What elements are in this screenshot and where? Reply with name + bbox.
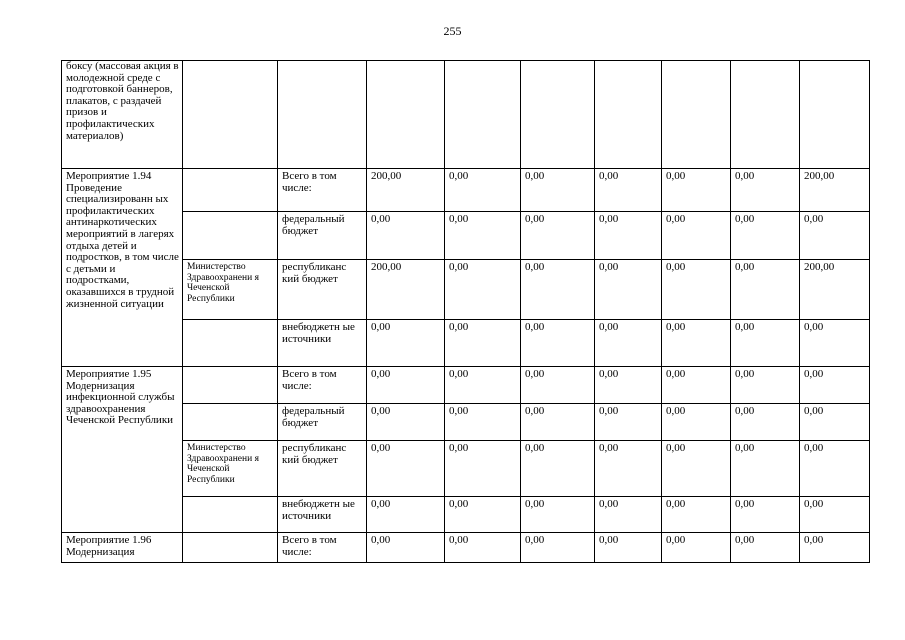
executor-cell — [183, 61, 278, 169]
value-cell: 0,00 — [731, 212, 800, 260]
value-cell: 0,00 — [731, 441, 800, 497]
measure-name-cell: Мероприятие 1.96 Модернизация — [62, 533, 183, 563]
value-cell: 0,00 — [662, 404, 731, 441]
value-cell: 0,00 — [445, 497, 521, 533]
funding-source-cell: республиканс кий бюджет — [278, 260, 367, 320]
value-cell: 0,00 — [521, 212, 595, 260]
table-row — [62, 533, 870, 563]
value-cell: 0,00 — [800, 441, 870, 497]
value-cell — [731, 61, 800, 169]
table-row — [62, 212, 870, 260]
value-cell: 0,00 — [521, 367, 595, 404]
table-row — [62, 441, 870, 497]
value-cell: 0,00 — [445, 260, 521, 320]
value-cell: 0,00 — [595, 441, 662, 497]
budget-table — [61, 60, 870, 563]
value-cell — [445, 61, 521, 169]
value-cell: 0,00 — [367, 441, 445, 497]
value-cell: 200,00 — [800, 169, 870, 212]
table-row — [62, 404, 870, 441]
executor-cell — [183, 367, 278, 404]
value-cell: 0,00 — [521, 169, 595, 212]
value-cell: 0,00 — [367, 212, 445, 260]
executor-cell: Министерство Здравоохранени я Чеченской Республики — [183, 441, 278, 497]
value-cell: 0,00 — [731, 260, 800, 320]
value-cell: 0,00 — [731, 533, 800, 563]
value-cell: 0,00 — [595, 260, 662, 320]
value-cell: 0,00 — [800, 533, 870, 563]
table-row — [62, 320, 870, 367]
value-cell: 0,00 — [595, 497, 662, 533]
value-cell: 0,00 — [367, 404, 445, 441]
value-cell: 0,00 — [800, 497, 870, 533]
executor-cell — [183, 533, 278, 563]
value-cell: 0,00 — [521, 441, 595, 497]
value-cell: 0,00 — [595, 533, 662, 563]
value-cell: 0,00 — [662, 441, 731, 497]
value-cell: 0,00 — [445, 320, 521, 367]
value-cell: 0,00 — [445, 212, 521, 260]
value-cell: 0,00 — [521, 497, 595, 533]
value-cell — [367, 61, 445, 169]
table-row — [62, 169, 870, 212]
value-cell: 0,00 — [595, 367, 662, 404]
funding-source-cell: внебюджетн ые источники — [278, 320, 367, 367]
table-row — [62, 497, 870, 533]
value-cell: 200,00 — [367, 169, 445, 212]
measure-name-cell: Мероприятие 1.94 Проведение специализированн ых профилактических антинаркотических мероприятий в лагерях отдыха детей и подростков, в том числе с детьми и подростками, оказавшихся в трудной жизненной ситуации — [62, 169, 183, 367]
executor-cell — [183, 497, 278, 533]
table-row — [62, 367, 870, 404]
executor-cell — [183, 320, 278, 367]
executor-cell — [183, 404, 278, 441]
funding-source-cell: внебюджетн ые источники — [278, 497, 367, 533]
funding-source-cell: Всего в том числе: — [278, 169, 367, 212]
value-cell: 0,00 — [595, 320, 662, 367]
value-cell: 0,00 — [800, 367, 870, 404]
value-cell: 0,00 — [445, 169, 521, 212]
value-cell: 0,00 — [445, 533, 521, 563]
value-cell: 0,00 — [731, 367, 800, 404]
value-cell: 200,00 — [367, 260, 445, 320]
value-cell: 0,00 — [662, 367, 731, 404]
page-number: 255 — [443, 24, 462, 38]
funding-source-cell: Всего в том числе: — [278, 533, 367, 563]
value-cell: 0,00 — [662, 320, 731, 367]
value-cell: 0,00 — [595, 169, 662, 212]
value-cell: 0,00 — [662, 497, 731, 533]
value-cell: 0,00 — [521, 404, 595, 441]
executor-cell — [183, 169, 278, 212]
table-row — [62, 260, 870, 320]
source-cell — [278, 61, 367, 169]
value-cell: 0,00 — [662, 260, 731, 320]
value-cell: 0,00 — [521, 533, 595, 563]
value-cell: 0,00 — [731, 169, 800, 212]
measure-name-cell: Мероприятие 1.95 Модернизация инфекционной службы здравоохранения Чеченской Республики — [62, 367, 183, 533]
funding-source-cell: республиканс кий бюджет — [278, 441, 367, 497]
funding-source-cell: федеральный бюджет — [278, 212, 367, 260]
value-cell — [521, 61, 595, 169]
value-cell: 0,00 — [595, 404, 662, 441]
value-cell: 0,00 — [731, 404, 800, 441]
value-cell: 0,00 — [662, 169, 731, 212]
value-cell: 0,00 — [445, 404, 521, 441]
value-cell: 0,00 — [731, 320, 800, 367]
value-cell: 0,00 — [800, 320, 870, 367]
value-cell: 0,00 — [800, 404, 870, 441]
value-cell — [800, 61, 870, 169]
value-cell — [662, 61, 731, 169]
value-cell: 0,00 — [367, 497, 445, 533]
funding-source-cell: федеральный бюджет — [278, 404, 367, 441]
measure-name-cell: боксу (массовая акция в молодежной среде с подготовкой баннеров, плакатов, с раздачей призов и профилактических материалов) — [62, 61, 183, 169]
value-cell: 0,00 — [662, 212, 731, 260]
value-cell — [595, 61, 662, 169]
value-cell: 0,00 — [445, 441, 521, 497]
executor-cell — [183, 212, 278, 260]
funding-source-cell: Всего в том числе: — [278, 367, 367, 404]
value-cell: 0,00 — [800, 212, 870, 260]
value-cell: 0,00 — [521, 320, 595, 367]
executor-cell: Министерство Здравоохранени я Чеченской Республики — [183, 260, 278, 320]
table-row — [62, 61, 870, 169]
value-cell: 0,00 — [662, 533, 731, 563]
value-cell: 0,00 — [367, 320, 445, 367]
value-cell: 0,00 — [445, 367, 521, 404]
value-cell: 0,00 — [731, 497, 800, 533]
value-cell: 0,00 — [367, 533, 445, 563]
value-cell: 0,00 — [521, 260, 595, 320]
value-cell: 0,00 — [367, 367, 445, 404]
value-cell: 200,00 — [800, 260, 870, 320]
value-cell: 0,00 — [595, 212, 662, 260]
